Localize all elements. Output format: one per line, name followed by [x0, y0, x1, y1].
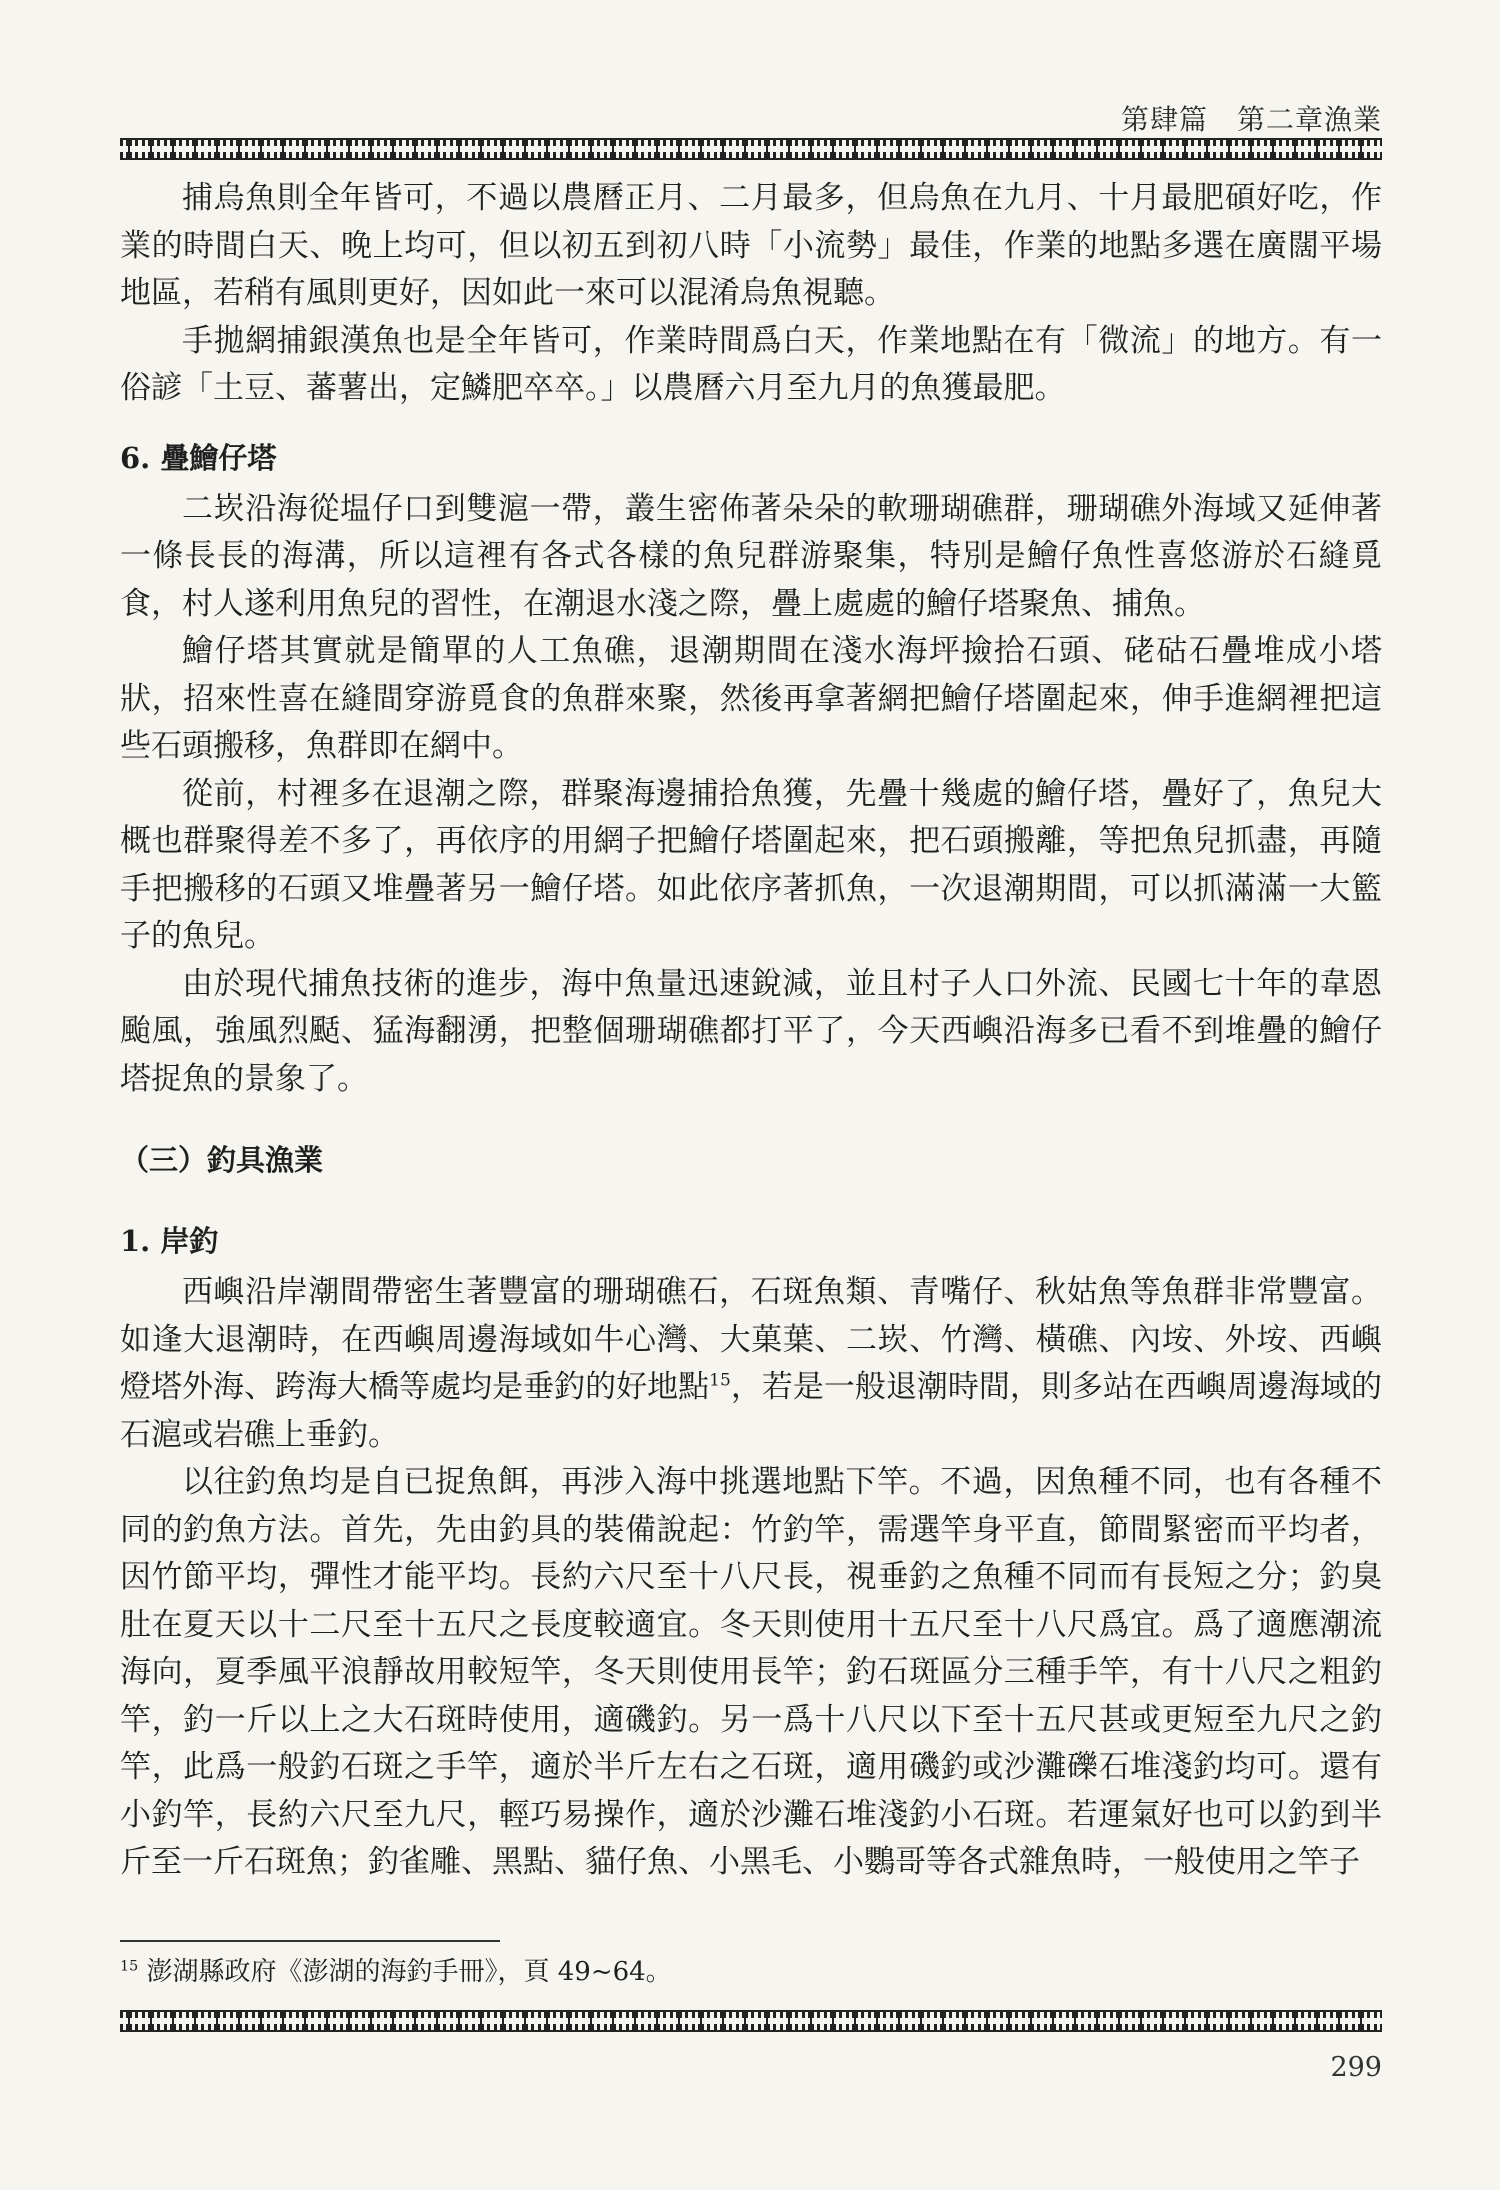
subheading: 6. 疊鱠仔塔 [120, 440, 277, 475]
paragraph: 由於現代捕魚技術的進步，海中魚量迅速銳減，並且村子人口外流、民國七十年的韋恩颱風，強風烈颳、猛海翻湧，把整個珊瑚礁都打平了，今天西嶼沿海多已看不到堆疊的鱠仔塔捉魚的景象了。 [120, 965, 1382, 1097]
footnote [120, 1955, 1382, 1989]
subheading: 1. 岸釣 [120, 1224, 219, 1258]
decorative-border-top [120, 138, 1382, 160]
footnote-divider [120, 1940, 500, 1942]
page-number: 299 [1330, 2052, 1382, 2083]
paragraph: 以往釣魚均是自已捉魚餌，再涉入海中挑選地點下竿。不過，因魚種不同，也有各種不同的釣魚方法。首先，先由釣具的裝備說起：竹釣竿，需選竿身平直，節間緊密而平均者，因竹節平均，彈性才能平均。長約六尺至十八尺長，視垂釣之魚種不同而有長短之分；釣臭肚在夏天以十二尺至十五尺之長度較適宜。冬天則使用十五尺至十八尺爲宜。爲了適應潮流海向，夏季風平浪靜故用較短竿，冬天則使用長竿；釣石斑區分三種手竿，有十八尺之粗釣竿，釣一斤以上之大石斑時使用，適磯釣。另一爲十八尺以下至十五尺甚或更短至九尺之釣竿，此爲一般釣石斑之手竿，適於半斤左右之石斑，適用磯釣或沙灘礫石堆淺釣均可。還有小釣竿，長約六尺至九尺，輕巧易操作，適於沙灘石堆淺釣小石斑。若運氣好也可以釣到半斤至一斤石斑魚；釣雀雕、黑點、貓仔魚、小黑毛、小鸚哥等各式雜魚時，一般使用之竿子 [120, 1464, 1382, 1880]
footnote-number: 15 [120, 1958, 139, 1975]
paragraph: 捕烏魚則全年皆可，不過以農曆正月、二月最多，但烏魚在九月、十月最肥碩好吃，作業的時間白天、晚上均可，但以初五到初八時「小流勢」最佳，作業的地點多選在廣闊平場地區，若稍有風則更好，因如此一來可以混淆烏魚視聽。 [120, 180, 1382, 311]
footnote-reference: 15 [709, 1370, 731, 1391]
paragraph-text: 西嶼沿岸潮間帶密生著豐富的珊瑚礁石，石斑魚類、青嘴仔、秋姑魚等魚群非常豐富。如逢大退潮時，在西嶼周邊海域如牛心灣、大菓葉、二崁、竹灣、橫礁、內垵、外垵、西嶼燈塔外海、跨海大橋等處均是垂釣的好地點 [120, 1274, 1382, 1405]
decorative-border-bottom [120, 2010, 1382, 2032]
section-heading: （三）釣具漁業 [120, 1143, 324, 1177]
paragraph: 二崁沿海從塭仔口到雙滬一帶，叢生密佈著朵朵的軟珊瑚礁群，珊瑚礁外海域又延伸著一條長長的海溝，所以這裡有各式各樣的魚兒群游聚集，特別是鱠仔魚性喜悠游於石縫覓食，村人遂利用魚兒的習性，在潮退水淺之際，疊上處處的鱠仔塔聚魚、捕魚。 [120, 490, 1382, 622]
paragraph-text: ，若是一般退潮時間，則多站在西嶼周邊海域的石滬或岩礁上垂釣。 [120, 1369, 1382, 1453]
paragraph [120, 1269, 1382, 1459]
paragraph: 鱠仔塔其實就是簡單的人工魚礁，退潮期間在淺水海坪撿拾石頭、硓𥑮石疊堆成小塔狀，招來性喜在縫間穿游覓食的魚群來聚，然後再拿著網把鱠仔塔圍起來，伸手進網裡把這些石頭搬移，魚群即在網中。 [120, 633, 1382, 764]
paragraph: 從前，村裡多在退潮之際，群聚海邊捕拾魚獲，先疊十幾處的鱠仔塔，疊好了，魚兒大概也群聚得差不多了，再依序的用網子把鱠仔塔圍起來，把石頭搬離，等把魚兒抓盡，再隨手把搬移的石頭又堆疊著另一鱠仔塔。如此依序著抓魚，一次退潮期間，可以抓滿滿一大籃子的魚兒。 [120, 775, 1382, 954]
main-text [120, 175, 1382, 1887]
footnote-text: 澎湖縣政府《澎湖的海釣手冊》，頁 49~64。 [146, 1957, 672, 1987]
paragraph: 手拋網捕銀漢魚也是全年皆可，作業時間爲白天，作業地點在有「微流」的地方。有一俗諺「土豆、蕃薯出，定鱗肥卒卒。」以農曆六月至九月的魚獲最肥。 [120, 322, 1382, 406]
running-head: 第肆篇 第二章漁業 [1120, 103, 1382, 136]
